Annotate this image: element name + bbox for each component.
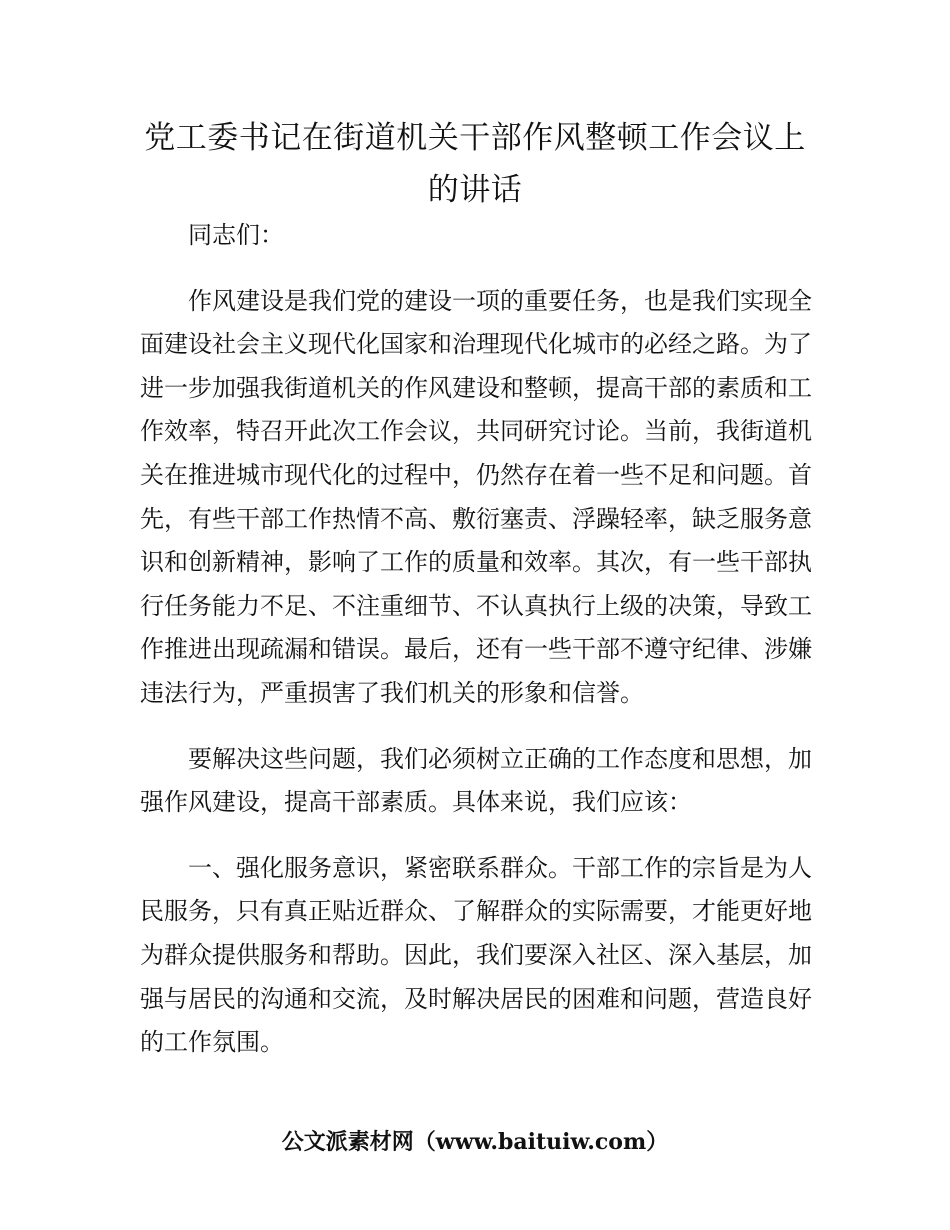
document-title: 党工委书记在街道机关干部作风整顿工作会议上的讲话 <box>144 120 806 208</box>
paragraph-2: 要解决这些问题，我们必须树立正确的工作态度和思想，加强作风建设，提高干部素质。具体来说，我们应该： <box>140 744 812 817</box>
paragraph-1: 作风建设是我们党的建设一项的重要任务，也是我们实现全面建设社会主义现代化国家和治理现代化城市的必经之路。为了进一步加强我街道机关的作风建设和整顿，提高干部的素质和工作效率，特召开此次工作会议，共同研究讨论。当前，我街道机关在推进城市现代化的过程中，仍然存在着一些不足和问题。首先，有些干部工作热情不高、敷衍塞责、浮躁轻率，缺乏服务意识和创新精神，影响了工作的质量和效率。其次，有一些干部执行任务能力不足、不注重细节、不认真执行上级的决策，导致工作推进出现疏漏和错误。最后，还有一些干部不遵守纪律、涉嫌违法行为，严重损害了我们机关的形象和信誉。 <box>140 286 812 707</box>
salutation: 同志们： <box>188 221 284 249</box>
paragraph-3: 一、强化服务意识，紧密联系群众。干部工作的宗旨是为人民服务，只有真正贴近群众、了解群众的实际需要，才能更好地为群众提供服务和帮助。因此，我们要深入社区、深入基层，加强与居民的沟通和交流，及时解决居民的困难和问题，营造良好的工作氛围。 <box>140 853 812 1057</box>
footer-watermark: 公文派素材网（www.baituiw.com） <box>281 1129 669 1155</box>
document-body <box>140 214 812 1065</box>
